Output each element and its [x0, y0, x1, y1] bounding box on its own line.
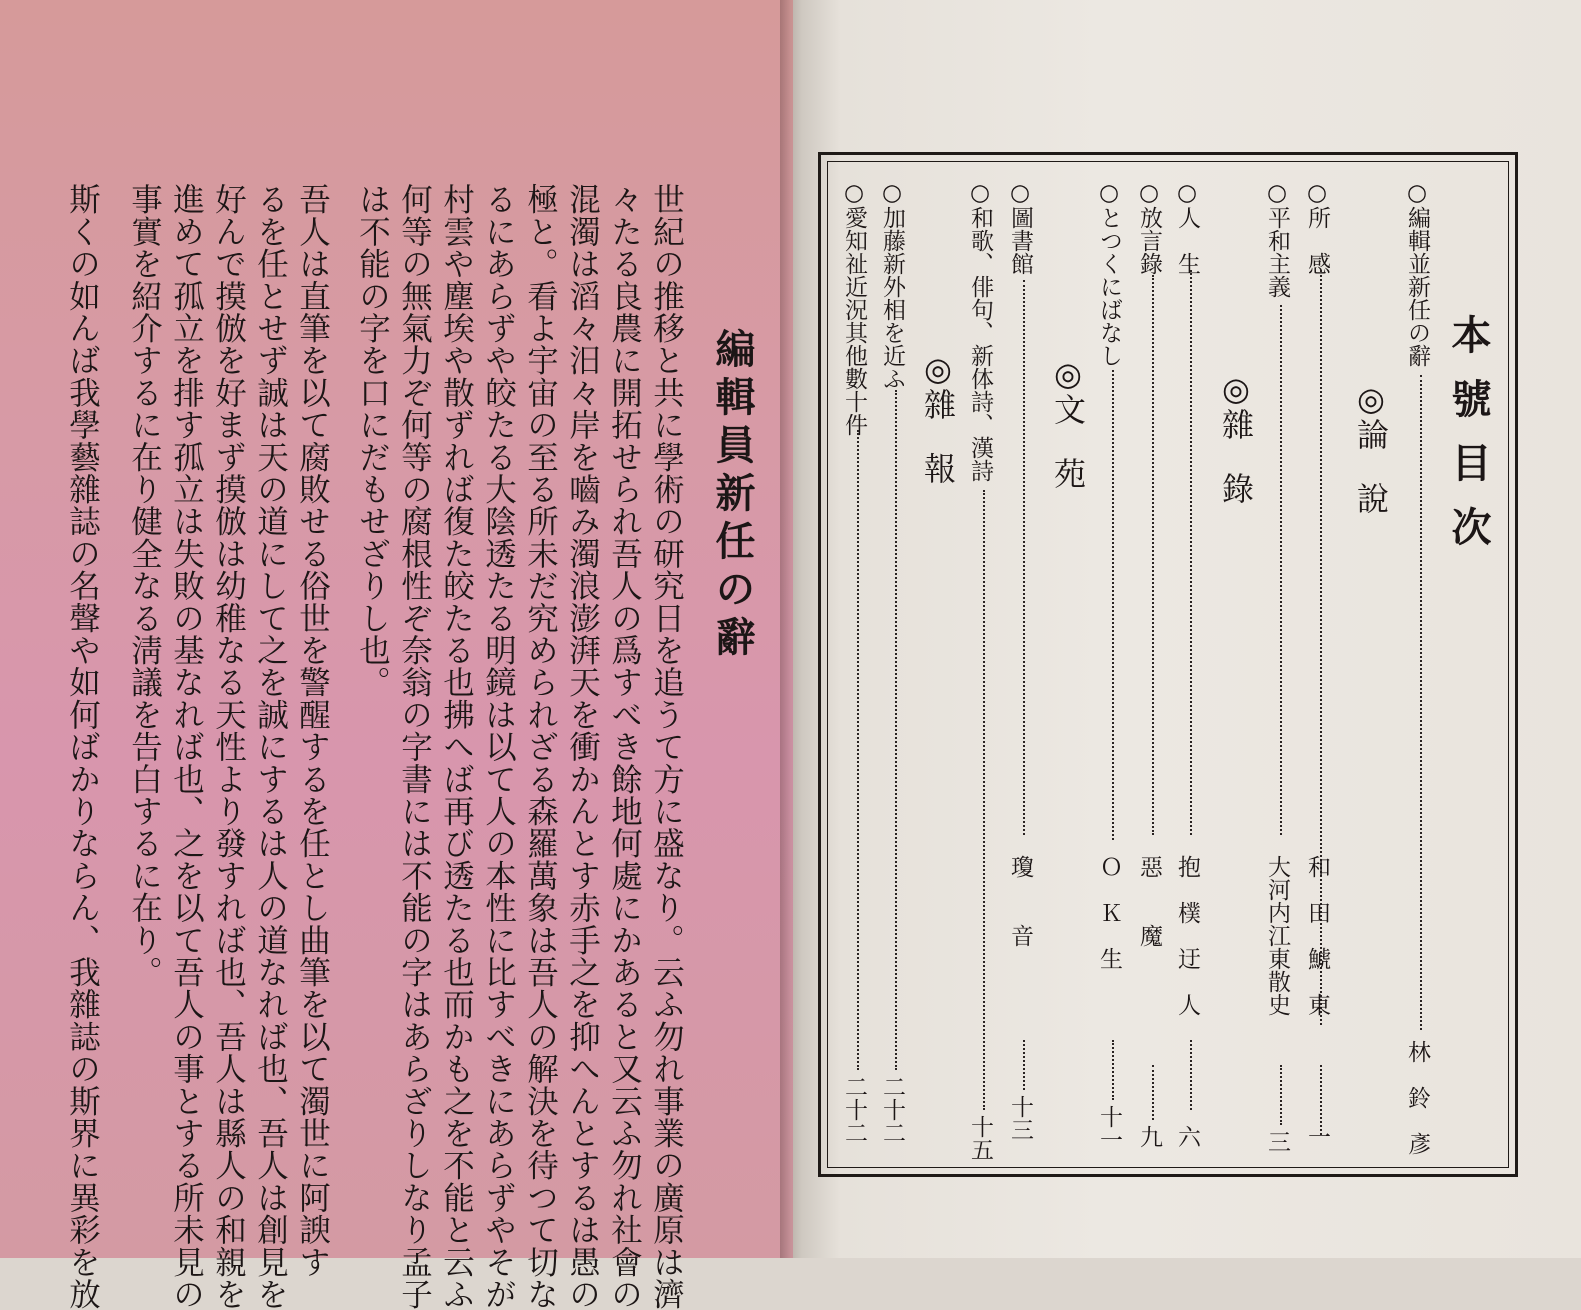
article-column: 世紀の推移と共に學術の研究日を追うて方に盛なり。云ふ勿れ事業の廣原は濟: [648, 183, 685, 1310]
leader-dots: [895, 390, 897, 1070]
toc-entry: [967, 180, 1002, 1161]
toc-entry-author: 和 田 鯱 東: [1304, 855, 1330, 1016]
leader-dots: [1112, 370, 1114, 840]
leader-dots: [857, 430, 859, 1070]
leader-dots: [1280, 1065, 1282, 1125]
toc-entry-page: 十五: [967, 1115, 993, 1161]
article-column: 事實を紹介するに在り健全なる淸議を告白するに在り。: [126, 183, 163, 988]
leader-dots: [983, 490, 985, 1110]
book-gutter: [780, 0, 802, 1258]
toc-entry: [1175, 180, 1209, 1155]
toc-entry-title: ○とつくにばなし: [1096, 180, 1122, 367]
leader-dots: [1152, 275, 1154, 835]
article-column: 斯くの如んば我學藝雜誌の名聲や如何ばかりならん、我雜誌の斯界に異彩を放: [64, 183, 101, 1310]
toc-entry-page: 一: [1304, 1125, 1330, 1148]
toc-entry-page: 十三: [1007, 1095, 1033, 1141]
toc-entry-author: 惡 魔: [1136, 855, 1162, 947]
toc-entry-title: ○放言錄: [1136, 180, 1162, 275]
article-column: 々たる良農に開拓せられ吾人の爲すべき餘地何處にかあると又云ふ勿れ社會の: [606, 183, 643, 1310]
toc-entry-title: ○加藤新外相を近ふ: [879, 180, 905, 390]
toc-entry: [1137, 180, 1171, 1155]
toc-entry-title: ○圖書館: [1007, 180, 1033, 275]
toc-entry-author: 抱 樸 迂 人: [1174, 855, 1200, 1016]
toc-entry: [1305, 180, 1339, 1155]
toc-entry: [880, 180, 914, 1155]
toc-entry: [1265, 180, 1299, 1155]
section-heading: ◎文 苑: [1049, 355, 1087, 489]
toc-entry-page: 九: [1136, 1125, 1162, 1148]
toc-entry: [842, 180, 876, 1155]
leader-dots: [1280, 305, 1282, 835]
toc-entry-page: 三: [1264, 1130, 1290, 1153]
leader-dots: [1023, 280, 1025, 835]
article-column: 村雲や塵埃や散ずれば復た皎たる也拂へば再び透たる也而かも之を不能と云ふ: [438, 183, 475, 1310]
toc-entry-title: ○編輯並新任の辭: [1404, 180, 1430, 367]
leader-dots: [1112, 1040, 1114, 1100]
toc-entry-page: 二十二: [841, 1075, 867, 1144]
leader-dots: [1152, 1065, 1154, 1120]
toc-entry-title: ○愛知祉近況其他數十件: [841, 180, 867, 436]
leader-dots: [1023, 1040, 1025, 1090]
toc-entry-page: 二十二: [879, 1075, 905, 1144]
toc-entry-page: 六: [1174, 1125, 1200, 1148]
section-heading: ◎雜 報: [919, 350, 957, 484]
toc-entry-author: 瓊 音: [1007, 855, 1033, 947]
article-column: 進めて孤立を排す孤立は失敗の基なれば也、之を以て吾人の事とする所未見の: [168, 183, 205, 1310]
leader-dots: [1190, 1040, 1192, 1110]
toc-entry-author: 林 鈴 彥: [1404, 1040, 1430, 1155]
toc-entry: [1405, 180, 1439, 1155]
toc-entry-title: ○和歌、俳句、新体詩、漢詩: [967, 180, 993, 482]
article-column: 吾人は直筆を以て腐敗せる俗世を警醒するを任とし曲筆を以て濁世に阿諛す: [294, 183, 331, 1278]
article-column: 何等の無氣力ぞ何等の腐根性ぞ奈翁の字書には不能の字はあらざりしなり孟子: [396, 183, 433, 1310]
article-column: 好んで摸倣を好まず摸倣は幼稚なる天性より發すれば也、吾人は縣人の和親を: [210, 183, 247, 1310]
article-title: 編輯員新任の辭: [709, 328, 756, 664]
leader-dots: [1420, 375, 1422, 1030]
article-column: るを任とせず誠は天の道にして之を誠にするは人の道なれば也、吾人は創見を: [252, 183, 289, 1310]
toc-entry-title: ○人 生: [1174, 180, 1200, 275]
leader-dots: [1190, 270, 1192, 835]
toc-entry-title: ○所 感: [1304, 180, 1330, 275]
article-column: るにあらずや皎たる大陰透たる明鏡は以て人の本性に比すべきにあらずやそが: [480, 183, 517, 1310]
toc-entry-page: 十一: [1096, 1105, 1122, 1151]
toc-entry: [1008, 180, 1042, 1155]
section-heading: ◎雜 錄: [1217, 370, 1255, 504]
toc-entry-title: ○平和主義: [1264, 180, 1290, 298]
article-column: は不能の字を口にだもせざりし也。: [354, 183, 391, 699]
toc-entry-author: 大河内江東散史: [1264, 855, 1290, 1016]
section-heading: ◎論 說: [1352, 380, 1390, 514]
article-column: 極と。看よ宇宙の至る所未だ究められざる森羅萬象は吾人の解決を待つて切な: [522, 183, 559, 1310]
toc-entry-author: Ｏ Ｋ 生: [1096, 855, 1122, 970]
article-column: 混濁は滔々汨々岸を嚙み濁浪澎湃天を衝かんとす赤手之を抑へんとするは愚の: [564, 183, 601, 1310]
toc-entry: [1097, 180, 1131, 1155]
toc-title: 本號目次: [1445, 314, 1492, 570]
